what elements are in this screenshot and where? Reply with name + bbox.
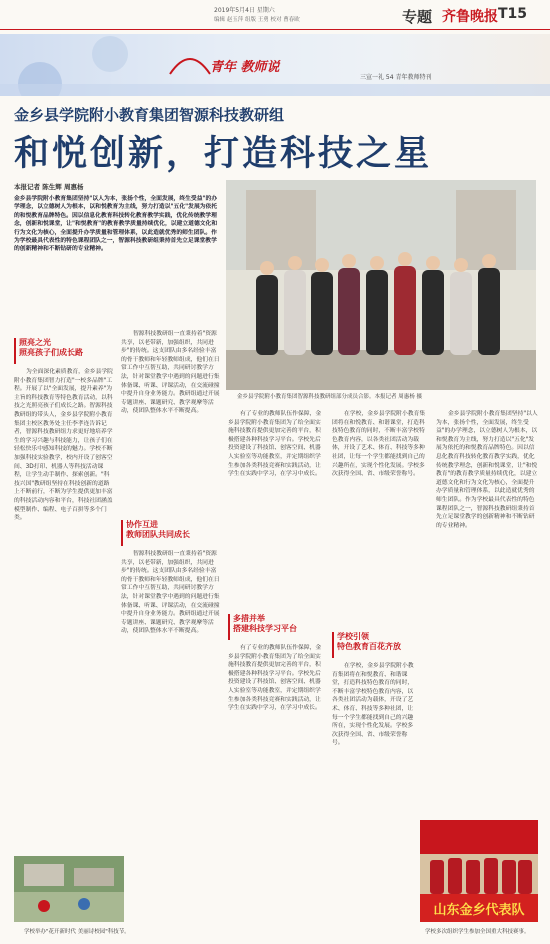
section-heading-4 (332, 632, 428, 658)
team-banner-text: 山东金乡代表队 (433, 903, 525, 918)
team-photo (420, 820, 538, 922)
byline: 本报记者 陈生辉 周惠杨 (14, 183, 84, 191)
section-title: 学校引领 特色教育百花齐放 (337, 632, 401, 651)
group-photo-image (226, 180, 536, 390)
section-body-2-cont: 有了专业的教师队伍作保障，金乡县学院附小教育集团为了给全面实施科技教育提供更加完善的平台，积极搭建各种科技学习平台。学校先后投资建设了科技馆、创客空间、机器人实验室等功能教室，并定期组织学生参加各类科技竞赛和实践活动，让学生在实践中学习，在学习中成长。 (228, 411, 322, 478)
issue-date: 2019年5月4日 星期六 (214, 7, 275, 14)
section-heading-2 (121, 520, 221, 546)
section-heading-1 (14, 338, 114, 364)
group-photo (226, 180, 536, 390)
section-body-1: 为全面深化素质教育，金乡县学院附小教育集团智力打造"一校多品牌"工程。开展了以"全面发展，提升素养"为主旨的科技教育等特色教育活动，以科技之光照亮孩子们成长之路。智源科技教研组的带头人，金乡县学院附小教育集团主校区教务处主任李孝连告诉记者，智源科技教研组力求更好地培养学生的学习兴趣与科技能力，让孩子们在轻松快乐中感知科技的魅力。学校不断加强科技实验教学，校内开设了创客空间、3D打印、机器人等科技活动课程，让学生动手制作、探索创新。"科技兴国"教研组坚持在科技创新的道路上不断前行，不断为学生提供更加丰富的科技活动内容和平台，科技社团涵盖模型制作、编程、电子百拼等多个门类。 (14, 369, 113, 522)
section-title: 协作互进 教师团队共同成长 (126, 520, 190, 539)
section-bar (332, 632, 334, 658)
section-label: 专题 (402, 8, 433, 26)
article-headline: 和悦创新，打造科技之星 (14, 133, 433, 174)
article-lead: 金乡县学院附小教育集团坚持"以人为本，张扬个性，全面发展，终生受益"的办学理念，以立德树人为根本，以和悦教育为主线，努力打造以"五化"发展为依托的和悦教育品牌特色。因以信息化教育科技转化教育教学实践，优化传统教学理念，创新和悦课堂，让"和悦教育"的教育教学质量持续优化，以建立道德文化和行为文化为核心，全面提升办学质量和管理体系，以此造就优秀的师生团队。作为学校最具代表性的特色课程团队之一，智源科技教研组秉持首先立足课堂教学的创新精神和不断钻研的专业精神。 (14, 196, 218, 253)
section-title: 照亮之光 照亮孩子们成长路 (19, 338, 83, 357)
banner-title: 青年 教师说 (210, 60, 280, 75)
group-photo-caption: 金乡县学院附小教育集团智源科技教研组部分成员合影。本报记者 周惠杨 摄 (237, 394, 422, 400)
newspaper-logo: 齐鲁晚报 (442, 9, 498, 25)
banner-subtitle: 三宣一礼 54 青年教师特刊 (360, 74, 432, 81)
section-body-3: 有了专业的教师队伍作保障，金乡县学院附小教育集团为了给全面实施科技教育提供更加完善的平台，积极搭建各种科技学习平台。学校先后投资建设了科技馆、创客空间、机器人实验室等功能教室，并定期组织学生参加各类科技竞赛和实践活动，让学生在实践中学习，在学习中成长。 (228, 645, 322, 712)
section-body-4: 在学校，金乡县学院附小教育集团将在和悦教育、和谐课堂，打造科技特色教育的同时，不断丰富学校特色教育内容，以各类社团活动为载体，开设了艺术、体育、科技等多种社团，让每一个学生都能找到自己的兴趣所在，实现个性化发展。学校多次获得全国、省、市级荣誉称号。 (332, 663, 414, 747)
article-kicker: 金乡县学院附小教育集团智源科技教研组 (14, 106, 285, 124)
section-heading-3 (228, 614, 324, 640)
page-number: T15 (498, 6, 528, 22)
section-title: 多措并举 搭建科技学习平台 (233, 614, 297, 633)
team-photo-caption: 学校多次组织学生参加全国重大科技赛事。 (425, 929, 530, 935)
editor-credits: 编辑 赵玉萍 组版 王勇 校对 曹春欧 (214, 17, 300, 23)
header-divider (0, 29, 550, 30)
campus-photo-caption: 学校举办"花开新时代 美丽诗校园"科技节。 (24, 929, 130, 935)
section-body-3-cont: 在学校，金乡县学院附小教育集团将在和悦教育、和谐课堂，打造科技特色教育的同时，不断丰富学校特色教育内容，以各类社团活动为载体，开设了艺术、体育、科技等多种社团，让每一个学生都能找到自己的兴趣所在，实现个性化发展。学校多次获得全国、省、市级荣誉称号。 (332, 411, 426, 478)
section-bar (14, 338, 16, 364)
campus-photo (14, 856, 124, 922)
section-body-4-cont: 金乡县学院附小教育集团坚持"以人为本，张扬个性，全面发展，终生受益"的办学理念，以立德树人为根本，以和悦教育为主线，努力打造以"五化"发展为依托的和悦教育品牌特色。因以信息化教育科技转化教育教学实践，优化传统教学理念，创新和悦课堂，让"和悦教育"的教育教学质量持续优化，以建立道德文化和行为文化为核心，全面提升办学质量和管理体系，以此造就优秀的师生团队。作为学校最具代表性的特色课程团队之一，智源科技教研组秉持首先立足课堂教学的创新精神和不断钻研的专业精神。 (436, 411, 538, 529)
section-bar (228, 614, 230, 640)
campus-photo-image (14, 856, 124, 922)
section-body-1-cont: 智源科技教研组一直秉持着"资源共享，以老带新，加强组织，共同进步"的传统。这支团队由多名经验丰富的骨干教师和年轻教师组成，他们在日常工作中互帮互助，共同研讨教学方法，针对课堂教学中遇到的问题进行集体备课、听课、评课活动，在交流碰撞中提升自身业务能力。教研组通过开展专题讲座、课题研究、教学观摩等活动，使团队整体水平不断提高。 (121, 331, 220, 415)
section-bar (121, 520, 123, 546)
section-body-2: 智源科技教研组一直秉持着"资源共享，以老带新，加强组织，共同进步"的传统。这支团队由多名经验丰富的骨干教师和年轻教师组成，他们在日常工作中互帮互助，共同研讨教学方法，针对课堂教学中遇到的问题进行集体备课、听课、评课活动，在交流碰撞中提升自身业务能力。教研组通过开展专题讲座、课题研究、教学观摩等活动，使团队整体水平不断提高。 (121, 551, 220, 635)
